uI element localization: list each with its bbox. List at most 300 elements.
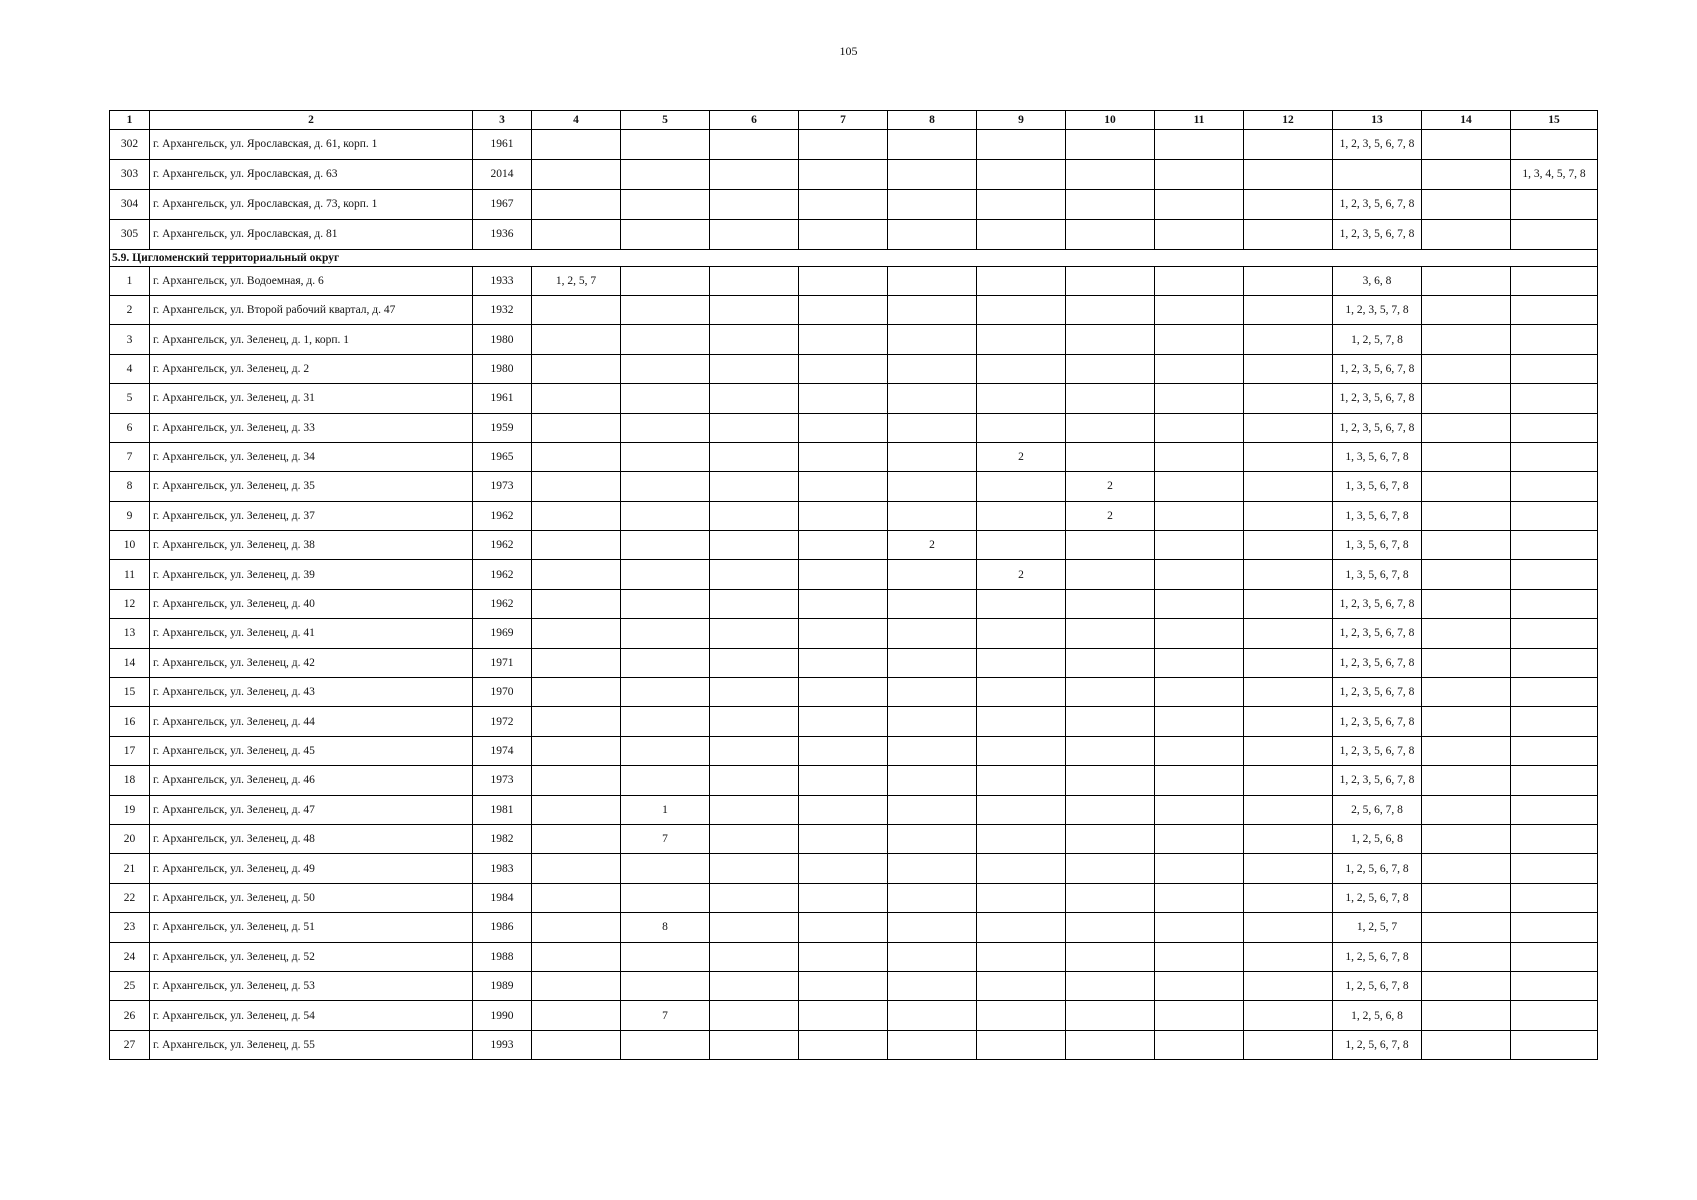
col9-cell	[977, 384, 1066, 413]
row-number: 14	[110, 648, 150, 677]
col8-cell	[888, 824, 977, 853]
year-cell: 1962	[473, 501, 532, 530]
row-number: 20	[110, 824, 150, 853]
col9-cell	[977, 159, 1066, 189]
address-cell: г. Архангельск, ул. Водоемная, д. 6	[150, 266, 473, 295]
col8-cell	[888, 442, 977, 471]
col10-cell	[1066, 589, 1155, 618]
table-row	[110, 413, 1598, 442]
col15-cell	[1511, 560, 1598, 589]
col6-cell	[710, 472, 799, 501]
col15-cell	[1511, 589, 1598, 618]
col8-cell	[888, 1030, 977, 1059]
col7-cell	[799, 854, 888, 883]
col15-cell	[1511, 766, 1598, 795]
col15-cell	[1511, 824, 1598, 853]
col9-cell	[977, 736, 1066, 765]
year-cell: 1961	[473, 130, 532, 160]
table-row	[110, 531, 1598, 560]
col11-cell	[1155, 678, 1244, 707]
row-number: 24	[110, 942, 150, 971]
col13-cell: 2, 5, 6, 7, 8	[1333, 795, 1422, 824]
col8-cell	[888, 159, 977, 189]
col13-cell: 1, 2, 3, 5, 6, 7, 8	[1333, 189, 1422, 219]
address-cell: г. Архангельск, ул. Зеленец, д. 52	[150, 942, 473, 971]
col8-cell	[888, 913, 977, 942]
col6-cell	[710, 384, 799, 413]
col9-cell	[977, 295, 1066, 324]
year-cell: 1974	[473, 736, 532, 765]
col15-cell: 1, 3, 4, 5, 7, 8	[1511, 159, 1598, 189]
col4-cell	[532, 354, 621, 383]
table-row	[110, 266, 1598, 295]
col5-cell	[621, 354, 710, 383]
address-cell: г. Архангельск, ул. Зеленец, д. 38	[150, 531, 473, 560]
col12-cell	[1244, 266, 1333, 295]
col5-cell	[621, 854, 710, 883]
col13-cell: 1, 2, 5, 7	[1333, 913, 1422, 942]
year-cell: 1962	[473, 531, 532, 560]
row-number: 6	[110, 413, 150, 442]
col9-cell	[977, 531, 1066, 560]
col14-cell	[1422, 189, 1511, 219]
col7-cell	[799, 1001, 888, 1030]
col5-cell	[621, 266, 710, 295]
row-number: 11	[110, 560, 150, 589]
col7-cell	[799, 531, 888, 560]
col5-cell	[621, 472, 710, 501]
col11-cell	[1155, 736, 1244, 765]
col10-cell	[1066, 354, 1155, 383]
col14-cell	[1422, 619, 1511, 648]
col12-cell	[1244, 413, 1333, 442]
col5-cell	[621, 766, 710, 795]
col7-cell	[799, 219, 888, 249]
col6-cell	[710, 619, 799, 648]
col8-cell	[888, 325, 977, 354]
col4-cell	[532, 971, 621, 1000]
col6-cell	[710, 942, 799, 971]
col7-cell	[799, 942, 888, 971]
col14-cell	[1422, 736, 1511, 765]
address-cell: г. Архангельск, ул. Зеленец, д. 2	[150, 354, 473, 383]
col10-cell	[1066, 707, 1155, 736]
col7-cell	[799, 266, 888, 295]
col5-cell: 7	[621, 824, 710, 853]
address-cell: г. Архангельск, ул. Зеленец, д. 40	[150, 589, 473, 618]
col14-cell	[1422, 442, 1511, 471]
col9-cell	[977, 472, 1066, 501]
col14-cell	[1422, 883, 1511, 912]
row-number: 22	[110, 883, 150, 912]
address-cell: г. Архангельск, ул. Зеленец, д. 48	[150, 824, 473, 853]
col8-cell	[888, 384, 977, 413]
col6-cell	[710, 589, 799, 618]
table-row	[110, 913, 1598, 942]
column-header-12: 12	[1244, 111, 1333, 130]
column-header-15: 15	[1511, 111, 1598, 130]
col11-cell	[1155, 413, 1244, 442]
row-number: 19	[110, 795, 150, 824]
col7-cell	[799, 159, 888, 189]
col13-cell: 3, 6, 8	[1333, 266, 1422, 295]
col9-cell	[977, 795, 1066, 824]
col14-cell	[1422, 1030, 1511, 1059]
column-header-14: 14	[1422, 111, 1511, 130]
col4-cell	[532, 942, 621, 971]
col4-cell	[532, 795, 621, 824]
col11-cell	[1155, 707, 1244, 736]
column-header-9: 9	[977, 111, 1066, 130]
col9-cell	[977, 130, 1066, 160]
col11-cell	[1155, 854, 1244, 883]
address-cell: г. Архангельск, ул. Зеленец, д. 47	[150, 795, 473, 824]
year-cell: 1970	[473, 678, 532, 707]
col4-cell	[532, 130, 621, 160]
col7-cell	[799, 883, 888, 912]
col7-cell	[799, 1030, 888, 1059]
col13-cell: 1, 2, 3, 5, 6, 7, 8	[1333, 766, 1422, 795]
col10-cell	[1066, 266, 1155, 295]
row-number: 303	[110, 159, 150, 189]
col13-cell: 1, 2, 3, 5, 6, 7, 8	[1333, 648, 1422, 677]
col10-cell	[1066, 971, 1155, 1000]
col6-cell	[710, 1030, 799, 1059]
col14-cell	[1422, 266, 1511, 295]
col6-cell	[710, 159, 799, 189]
col4-cell	[532, 619, 621, 648]
col10-cell	[1066, 130, 1155, 160]
col5-cell	[621, 1030, 710, 1059]
year-cell: 1990	[473, 1001, 532, 1030]
col11-cell	[1155, 883, 1244, 912]
col7-cell	[799, 766, 888, 795]
year-cell: 1965	[473, 442, 532, 471]
col15-cell	[1511, 1030, 1598, 1059]
section-header-row	[110, 249, 1598, 266]
col8-cell	[888, 883, 977, 912]
col5-cell	[621, 589, 710, 618]
address-cell: г. Архангельск, ул. Зеленец, д. 55	[150, 1030, 473, 1059]
col7-cell	[799, 971, 888, 1000]
col14-cell	[1422, 971, 1511, 1000]
year-cell: 1980	[473, 354, 532, 383]
col14-cell	[1422, 472, 1511, 501]
table-row	[110, 589, 1598, 618]
col11-cell	[1155, 942, 1244, 971]
row-number: 16	[110, 707, 150, 736]
row-number: 15	[110, 678, 150, 707]
col5-cell	[621, 648, 710, 677]
address-cell: г. Архангельск, ул. Зеленец, д. 50	[150, 883, 473, 912]
col12-cell	[1244, 159, 1333, 189]
col7-cell	[799, 442, 888, 471]
col10-cell	[1066, 766, 1155, 795]
col12-cell	[1244, 648, 1333, 677]
col9-cell	[977, 413, 1066, 442]
col13-cell: 1, 3, 5, 6, 7, 8	[1333, 531, 1422, 560]
col15-cell	[1511, 266, 1598, 295]
table-row	[110, 795, 1598, 824]
col12-cell	[1244, 531, 1333, 560]
col4-cell	[532, 295, 621, 324]
table-row	[110, 560, 1598, 589]
col10-cell	[1066, 413, 1155, 442]
col4-cell	[532, 501, 621, 530]
col5-cell	[621, 295, 710, 324]
col4-cell	[532, 1030, 621, 1059]
col15-cell	[1511, 795, 1598, 824]
col11-cell	[1155, 501, 1244, 530]
col8-cell: 2	[888, 531, 977, 560]
col5-cell	[621, 678, 710, 707]
address-cell: г. Архангельск, ул. Зеленец, д. 41	[150, 619, 473, 648]
col12-cell	[1244, 472, 1333, 501]
col6-cell	[710, 766, 799, 795]
col8-cell	[888, 501, 977, 530]
col6-cell	[710, 354, 799, 383]
column-header-6: 6	[710, 111, 799, 130]
col10-cell	[1066, 913, 1155, 942]
col11-cell	[1155, 384, 1244, 413]
col7-cell	[799, 501, 888, 530]
col14-cell	[1422, 589, 1511, 618]
year-cell: 1961	[473, 384, 532, 413]
col12-cell	[1244, 678, 1333, 707]
year-cell: 1980	[473, 325, 532, 354]
table-row	[110, 824, 1598, 853]
col8-cell	[888, 295, 977, 324]
col13-cell: 1, 3, 5, 6, 7, 8	[1333, 442, 1422, 471]
column-header-11: 11	[1155, 111, 1244, 130]
table-row	[110, 295, 1598, 324]
col4-cell	[532, 159, 621, 189]
col13-cell: 1, 2, 3, 5, 7, 8	[1333, 295, 1422, 324]
address-cell: г. Архангельск, ул. Зеленец, д. 53	[150, 971, 473, 1000]
table-row	[110, 189, 1598, 219]
col4-cell	[532, 883, 621, 912]
year-cell: 1981	[473, 795, 532, 824]
col8-cell	[888, 413, 977, 442]
table-row	[110, 678, 1598, 707]
col6-cell	[710, 325, 799, 354]
col8-cell	[888, 795, 977, 824]
address-cell: г. Архангельск, ул. Зеленец, д. 51	[150, 913, 473, 942]
row-number: 5	[110, 384, 150, 413]
col9-cell	[977, 913, 1066, 942]
address-cell: г. Архангельск, ул. Зеленец, д. 49	[150, 854, 473, 883]
col8-cell	[888, 942, 977, 971]
col6-cell	[710, 219, 799, 249]
address-cell: г. Архангельск, ул. Зеленец, д. 33	[150, 413, 473, 442]
col15-cell	[1511, 325, 1598, 354]
col14-cell	[1422, 413, 1511, 442]
col5-cell	[621, 883, 710, 912]
column-header-3: 3	[473, 111, 532, 130]
col15-cell	[1511, 354, 1598, 383]
year-cell: 1969	[473, 619, 532, 648]
col7-cell	[799, 354, 888, 383]
col15-cell	[1511, 971, 1598, 1000]
col9-cell	[977, 971, 1066, 1000]
year-cell: 1933	[473, 266, 532, 295]
col8-cell	[888, 648, 977, 677]
col13-cell: 1, 2, 5, 6, 7, 8	[1333, 854, 1422, 883]
col15-cell	[1511, 678, 1598, 707]
year-cell: 1972	[473, 707, 532, 736]
col7-cell	[799, 413, 888, 442]
row-number: 8	[110, 472, 150, 501]
col15-cell	[1511, 736, 1598, 765]
year-cell: 1971	[473, 648, 532, 677]
col13-cell: 1, 2, 5, 6, 8	[1333, 824, 1422, 853]
col13-cell: 1, 2, 5, 6, 8	[1333, 1001, 1422, 1030]
table-row	[110, 325, 1598, 354]
col14-cell	[1422, 1001, 1511, 1030]
table-row	[110, 130, 1598, 160]
col15-cell	[1511, 913, 1598, 942]
row-number: 27	[110, 1030, 150, 1059]
col5-cell	[621, 531, 710, 560]
col9-cell	[977, 707, 1066, 736]
col9-cell	[977, 266, 1066, 295]
col8-cell	[888, 589, 977, 618]
col7-cell	[799, 295, 888, 324]
col14-cell	[1422, 354, 1511, 383]
col12-cell	[1244, 1001, 1333, 1030]
col8-cell	[888, 354, 977, 383]
col7-cell	[799, 189, 888, 219]
address-cell: г. Архангельск, ул. Второй рабочий квартал, д. 47	[150, 295, 473, 324]
col10-cell	[1066, 678, 1155, 707]
year-cell: 1959	[473, 413, 532, 442]
column-header-2: 2	[150, 111, 473, 130]
col4-cell	[532, 766, 621, 795]
col10-cell	[1066, 942, 1155, 971]
col14-cell	[1422, 678, 1511, 707]
col14-cell	[1422, 795, 1511, 824]
col5-cell	[621, 501, 710, 530]
col8-cell	[888, 472, 977, 501]
col8-cell	[888, 1001, 977, 1030]
col15-cell	[1511, 883, 1598, 912]
column-header-5: 5	[621, 111, 710, 130]
col6-cell	[710, 501, 799, 530]
col14-cell	[1422, 913, 1511, 942]
col10-cell	[1066, 560, 1155, 589]
col12-cell	[1244, 325, 1333, 354]
col9-cell: 2	[977, 560, 1066, 589]
col11-cell	[1155, 589, 1244, 618]
col8-cell	[888, 707, 977, 736]
col6-cell	[710, 442, 799, 471]
col6-cell	[710, 795, 799, 824]
year-cell: 1984	[473, 883, 532, 912]
col4-cell	[532, 384, 621, 413]
row-number: 2	[110, 295, 150, 324]
col15-cell	[1511, 1001, 1598, 1030]
address-cell: г. Архангельск, ул. Зеленец, д. 39	[150, 560, 473, 589]
col4-cell: 1, 2, 5, 7	[532, 266, 621, 295]
col4-cell	[532, 913, 621, 942]
col14-cell	[1422, 325, 1511, 354]
table-row	[110, 1001, 1598, 1030]
address-cell: г. Архангельск, ул. Ярославская, д. 61, корп. 1	[150, 130, 473, 160]
col9-cell	[977, 354, 1066, 383]
col8-cell	[888, 560, 977, 589]
year-cell: 1993	[473, 1030, 532, 1059]
col7-cell	[799, 678, 888, 707]
col13-cell: 1, 2, 3, 5, 6, 7, 8	[1333, 219, 1422, 249]
col10-cell: 2	[1066, 501, 1155, 530]
col6-cell	[710, 707, 799, 736]
col5-cell: 7	[621, 1001, 710, 1030]
row-number: 7	[110, 442, 150, 471]
col8-cell	[888, 854, 977, 883]
col10-cell	[1066, 619, 1155, 648]
col8-cell	[888, 219, 977, 249]
col9-cell	[977, 219, 1066, 249]
col11-cell	[1155, 531, 1244, 560]
col12-cell	[1244, 913, 1333, 942]
col11-cell	[1155, 619, 1244, 648]
col9-cell: 2	[977, 442, 1066, 471]
col5-cell	[621, 189, 710, 219]
row-number: 10	[110, 531, 150, 560]
col10-cell: 2	[1066, 472, 1155, 501]
col4-cell	[532, 442, 621, 471]
col13-cell: 1, 2, 3, 5, 6, 7, 8	[1333, 354, 1422, 383]
col14-cell	[1422, 560, 1511, 589]
col7-cell	[799, 648, 888, 677]
table-row	[110, 766, 1598, 795]
col12-cell	[1244, 766, 1333, 795]
col5-cell: 8	[621, 913, 710, 942]
address-cell: г. Архангельск, ул. Зеленец, д. 31	[150, 384, 473, 413]
col12-cell	[1244, 824, 1333, 853]
col10-cell	[1066, 795, 1155, 824]
col13-cell: 1, 2, 5, 6, 7, 8	[1333, 942, 1422, 971]
col8-cell	[888, 130, 977, 160]
col13-cell: 1, 3, 5, 6, 7, 8	[1333, 472, 1422, 501]
col6-cell	[710, 1001, 799, 1030]
col11-cell	[1155, 795, 1244, 824]
row-number: 302	[110, 130, 150, 160]
address-cell: г. Архангельск, ул. Зеленец, д. 43	[150, 678, 473, 707]
col14-cell	[1422, 295, 1511, 324]
col5-cell	[621, 384, 710, 413]
col4-cell	[532, 189, 621, 219]
table-body	[110, 130, 1598, 1060]
col9-cell	[977, 589, 1066, 618]
col11-cell	[1155, 913, 1244, 942]
year-cell: 1962	[473, 560, 532, 589]
col15-cell	[1511, 501, 1598, 530]
col6-cell	[710, 736, 799, 765]
col5-cell	[621, 413, 710, 442]
col9-cell	[977, 1001, 1066, 1030]
col15-cell	[1511, 472, 1598, 501]
table-row	[110, 971, 1598, 1000]
column-header-1: 1	[110, 111, 150, 130]
col7-cell	[799, 736, 888, 765]
col5-cell	[621, 442, 710, 471]
col12-cell	[1244, 442, 1333, 471]
col12-cell	[1244, 130, 1333, 160]
col11-cell	[1155, 189, 1244, 219]
col10-cell	[1066, 824, 1155, 853]
col11-cell	[1155, 219, 1244, 249]
